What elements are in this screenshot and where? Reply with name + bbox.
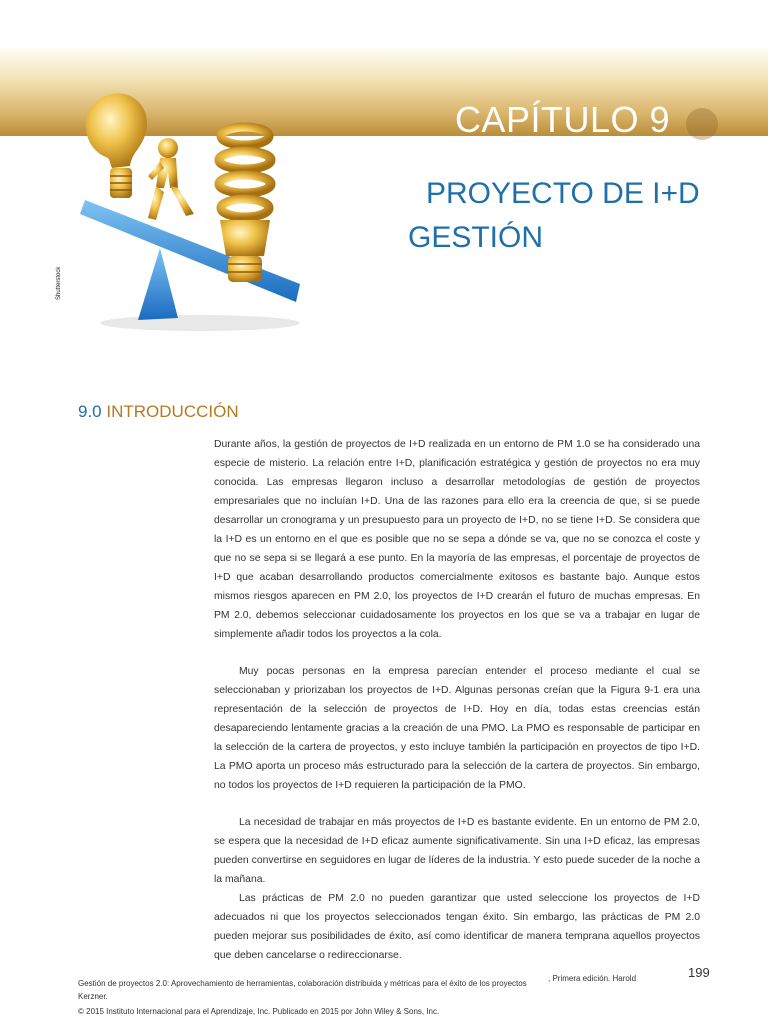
footer-citation: Gestión de proyectos 2.0: Aprovechamiento de herramientas, colaboración distribuida y métricas para el éxito de los proyectos Kerzner. [78,979,527,1001]
footer-edition: , Primera edición. Harold [548,974,637,983]
page-number: 199 [688,965,710,980]
chapter-title-decoration [686,108,718,140]
gold-figure-icon [148,138,194,220]
incandescent-bulb-icon [86,93,147,198]
paragraph-3: La necesidad de trabajar en más proyectos de I+D es bastante evidente. En un entorno de PM 2.0, se espera que la necesidad de I+D eficaz aumente significativamente. Sin una I+D eficaz, las empresas pueden convertirse en seguidores en lugar de líderes de la industria. Y esto puede suceder de la noche a la mañana. [214,817,700,885]
body-text [214,435,700,965]
paragraph-4: Las prácticas de PM 2.0 no pueden garantizar que usted seleccione los proyectos de I+D adecuados ni que los proyectos seleccionados tengan éxito. Sin embargo, las prácticas de PM 2.0 pueden mejorar sus posibilidades de éxito, así como identificar de manera temprana aquellos proyectos que deben cancelarse o redireccionarse. [214,893,700,961]
section-heading [78,402,239,422]
seesaw-lightbulbs-illustration [60,88,310,338]
paragraph-2: Muy pocas personas en la empresa parecían entender el proceso mediante el cual se seleccionaban y priorizaban los proyectos de I+D. Algunas personas creían que la Figura 9-1 era una representación de la selección de proyectos de I+D. Hoy en día, todas estas creencias están desapareciendo lentamente gracias a la creación de una PMO. La PMO es responsable de participar en la selección de la cartera de proyectos, y esto incluye también la participación en proyectos de tipo I+D. La PMO aporta un proceso más estructurado para la selección de la cartera de proyectos. Sin embargo, no todos los proyectos de I+D requieren la participación de la PMO. [214,666,700,791]
copyright-notice: © 2015 Instituto Internacional para el Aprendizaje, Inc. Publicado en 2015 por John Wiley & Sons, Inc. [78,1007,440,1016]
chapter-label: CAPÍTULO 9 [454,99,670,140]
chapter-title-line-1: PROYECTO DE I+D [426,177,700,210]
paragraph-1: Durante años, la gestión de proyectos de I+D realizada en un entorno de PM 1.0 se ha considerado una especie de misterio. La relación entre I+D, planificación estratégica y gestión de proyectos no era muy conocida. Las empresas llegaron incluso a desarrollar metodologías de gestión de proyectos empresariales que no incluían I+D. Una de las razones para ello era la creencia de que, si se puede desarrollar un cronograma y un presupuesto para un proyecto de I+D, no se tiene I+D. Se considera que la I+D es un entorno en el que es posible que no se sepa a dónde se va, que no se conozca el coste y que no se sepa si se llegará a ese punto. En la mayoría de las empresas, el porcentaje de proyectos de I+D que acaban desarrollando productos comercialmente exitosos es bastante bajo. Aunque estos mismos riesgos aparecen en PM 2.0, los proyectos de I+D crearán el futuro de muchas empresas. En PM 2.0, debemos seleccionar cuidadosamente los proyectos en los que se va a trabajar en lugar de simplemente añadir todos los proyectos a la cola. [214,439,700,640]
image-credit: Shutterstock [56,266,62,300]
seesaw-fulcrum [138,248,178,320]
chapter-title-line-2: GESTIÓN [408,220,544,254]
section-number: 9.0 [78,402,102,421]
floor-shadow [100,315,300,331]
chapter-title [408,172,748,259]
section-title: INTRODUCCIÓN [106,402,239,421]
